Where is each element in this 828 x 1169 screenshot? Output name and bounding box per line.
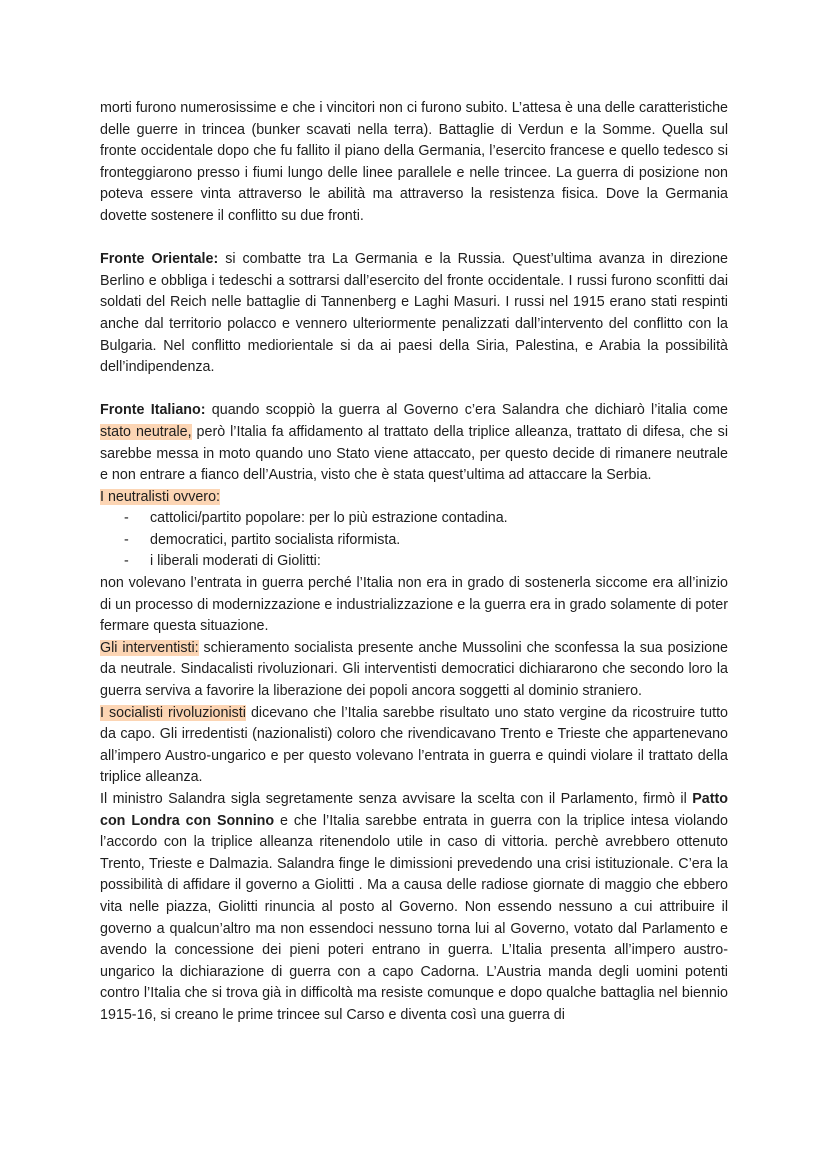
- paragraph-fronte-occidentale: morti furono numerosissime e che i vincitori non ci furono subito. L’attesa è una delle caratteristiche delle guerre in trincea (bunker scavati nella terra). Battaglie di Verdun e la Somme. Quella sul fronte occidentale dopo che fu fallito il piano della Germania, l’esercito francese e quello tedesco si fronteggiarono presso i fiumi lungo delle linee parallele e nelle trincee. La guerra di posizione non poteva essere vinta attraverso le abilità ma attraverso la resistenza fisica. Dove la Germania dovette sostenere il conflitto su due fronti.: [100, 100, 728, 224]
- highlight-interventisti: Gli interventisti:: [100, 639, 199, 656]
- list-item: - democratici, partito socialista riformista.: [100, 530, 728, 552]
- heading-fronte-italiano: Fronte Italiano:: [100, 402, 206, 419]
- paragraph-gap: [100, 228, 728, 250]
- text-fronte-italiano-a: quando scoppiò la guerra al Governo c’era Salandra che dichiarò l’italia come: [205, 402, 728, 419]
- text-interventisti: schieramento socialista presente anche Mussolini che sconfessa la sua posizione da neutrale. Sindacalisti rivoluzionari. Gli interventisti democratici dichiararono che secondo loro la guerra serviva a favorire la liberazione dei popoli ancora soggetti al dominio straniero.: [100, 639, 729, 700]
- text-socialisti: dicevano che l’Italia sarebbe risultato uno stato vergine da ricostruire tutto da capo. Gli irredentisti (nazionalisti) coloro che rivendicavano Trento e Trieste che appartenevano all’impero Austro-ungarico e per questo volevano l’entrata in guerra e quindi violare il trattato della triplice alleanza.: [100, 704, 728, 786]
- paragraph-fronte-italiano: [100, 400, 728, 486]
- list-item: - cattolici/partito popolare: per lo più estrazione contadina.: [100, 508, 728, 530]
- list-item: - i liberali moderati di Giolitti:: [100, 551, 728, 573]
- paragraph-interventisti: [100, 638, 728, 703]
- document-page: [100, 98, 728, 1027]
- neutralisti-list: [100, 508, 728, 573]
- text-patto-a: Il ministro Salandra sigla segretamente senza avvisare la scelta con il Parlamento, firmò il: [100, 791, 693, 807]
- paragraph-fronte-orientale: [100, 249, 728, 379]
- text-fronte-orientale: si combatte tra La Germania e la Russia. Quest’ultima avanza in direzione Berlino e obbliga i tedeschi a sottrarsi dall’esercito del fronte occidentale. I russi furono sconfitti dai soldati del Reich nelle battaglie di Tannenberg e Laghi Masuri. I russi nel 1915 erano stati respinti anche dal territorio polacco e vennero ulteriormente penalizzati dall’intervento del conflitto con la Bulgaria. Nel conflitto mediorientale si da ai paesi della Siria, Palestina, e Arabia la possibilità dell’indipendenza.: [100, 251, 728, 376]
- highlight-socialisti: I socialisti rivoluzionisti: [100, 704, 246, 721]
- heading-fronte-orientale: Fronte Orientale:: [100, 251, 219, 268]
- highlight-neutralisti: I neutralisti ovvero:: [100, 488, 220, 505]
- bold-patto-londra: Patto con Londra con Sonnino: [100, 791, 728, 829]
- paragraph-socialisti: [100, 703, 728, 789]
- neutralisti-heading-line: [100, 487, 728, 509]
- highlight-stato-neutrale: stato neutrale,: [100, 423, 192, 440]
- paragraph-patto-londra: [100, 789, 728, 1027]
- paragraph-gap: [100, 379, 728, 401]
- text-fronte-italiano-b: però l’Italia fa affidamento al trattato della triplice alleanza, trattato di difesa, che si sarebbe messa in moto quando uno Stato viene attaccato, per questo decide di rimanere neutrale e non entrare a fianco dell’Austria, visto che è stata quest’ultima ad attaccare la Serbia.: [100, 423, 728, 484]
- text-patto-b: e che l’Italia sarebbe entrata in guerra con la triplice intesa violando l’accordo con la triplice alleanza ritenendolo utile in caso di vittoria. perchè avrebbero ottenuto Trento, Trieste e Dalmazia. Salandra finge le dimissioni prevedendo una crisi istituzionale. C’era la possibilità di affidare il governo a Giolitti . Ma a causa delle radiose giornate di maggio che ebbero vita nelle piazza, Giolitti rinuncia al posto al Governo. Non essendo nessuno a cui attribuire il governo a qualcun’altro ma non essendoci nessuno torna lui al Governo, votato dal Parlamento e avendo la concessione dei pieni poteri entrano in guerra. L’Italia presenta all’impero austro-ungarico la dichiarazione di guerra con a capo Cadorna. L’Austria manda degli uomini potenti contro l’Italia che si trova già in difficoltà ma resiste comunque e dopo qualche battaglia nel biennio 1915-16, si creano le prime trincee sul Carso e diventa così una guerra di: [100, 812, 729, 1023]
- paragraph-neutralisti: non volevano l’entrata in guerra perché l’Italia non era in grado di sostenerla siccome era all’inizio di un processo di modernizzazione e industrializzazione e la guerra era in grado solamente di poter fermare questa situazione.: [100, 575, 728, 635]
